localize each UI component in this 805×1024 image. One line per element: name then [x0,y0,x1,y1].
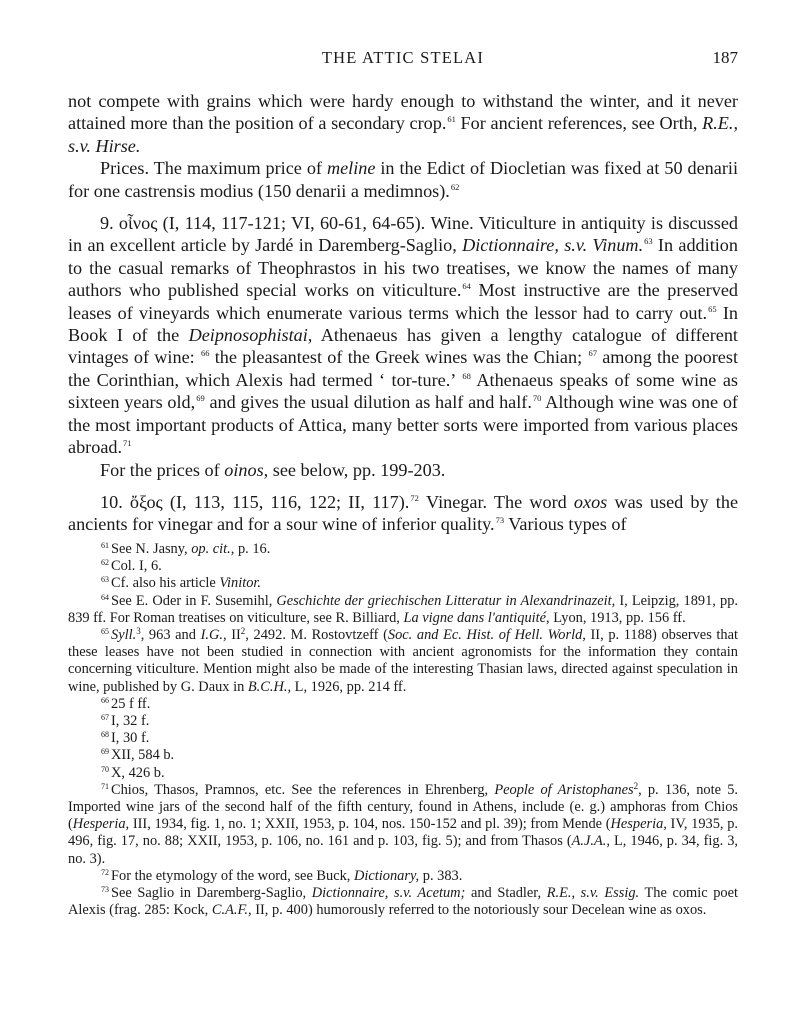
greek-term-oxos: ὄξος [129,491,163,512]
paragraph-oinos-prices: For the prices of oinos, see below, pp. 199-203. [100,459,446,480]
greek-term-oinos: οἶνος [118,213,158,234]
footnote-ref-71[interactable]: 71 [123,438,132,449]
footnote-66: $^{66}$ 25 f ff. [101,695,151,712]
paragraph-wine: 9. οἶνος (I, 114, 117-121; VI, 60-61, 64-65). Wine. Viticulture in antiquity is discussed in an excellent article by Jardé in Daremberg-Saglio, Dictionnaire, s.v. Vinum.$^{63}$ In addition to the casual remarks of Theophrastos in his two treatises, we know the names of many authors who published special works on viticulture.$^{64}$ Most instructive are the preserved leases of vineyards which enumerate various terms which the lessor had to carry out.$^{65}$ In Book I of the Deipnosophistai, Athenaeus has given a lengthy catalogue of different vintages of wine: $^{66}$ the pleasantest of the Greek wines was the Chian; $^{67}$ among the poorest the Corinthian, which Alexis had termed ‘ tor-ture.’ $^{68}$ Athenaeus speaks of some wine as sixteen years old,$^{69}$ and gives the usual dilution as half and half.$^{70}$ Although wine was one of the most important products of Attica, many better sorts were imported from various places abroad.$^{71}$ [68,213,739,458]
footnote-64: $^{64}$ See E. Oder in F. Susemihl, Geschichte der griechischen Litteratur in Alexandrinazeit, I, Leipzig, 1891, pp. 839 ff. For Roman treatises on viticulture, see R. Billiard, La vigne dans l'antiquité, Lyon, 1913, pp. 156 ff. [68,592,738,626]
page-header [68,48,738,74]
footnote-61: $^{61}$ See N. Jasny, op. cit., p. 16. [101,541,271,557]
footnote-ref-65[interactable]: 65 [708,303,717,314]
body-text [68,90,738,536]
footnote-ref-63[interactable]: 63 [644,236,653,247]
footnote-ref-72[interactable]: 72 [410,492,419,503]
footnote-72: $^{72}$ For the etymology of the word, see Buck, Dictionary, p. 383. [101,867,463,884]
footnote-ref-67[interactable]: 67 [588,348,597,359]
footnote-62: $^{62}$ Col. I, 6. [101,558,162,575]
footnote-ref-73[interactable]: 73 [495,515,505,526]
footnote-ref-62[interactable]: 62 [450,181,460,192]
footnote-ref-68[interactable]: 68 [462,370,471,381]
footnote-70: $^{70}$ X, 426 b. [101,764,165,781]
footnote-ref-70[interactable]: 70 [532,393,542,404]
footnote-ref-69[interactable]: 69 [196,393,205,404]
footnote-ref-66[interactable]: 66 [200,348,210,359]
footnote-69: $^{69}$ XII, 584 b. [101,747,175,764]
paragraph-millet-end: not compete with grains which were hardy enough to withstand the winter, and it never attained more than the position of a secondary crop.$^{61}$ For ancient references, see Orth, R.E., s.v. Hirse. [68,91,738,156]
running-title: THE ATTIC STELAI [321,48,485,67]
paragraph-meline-prices: Prices. The maximum price of meline in the Edict of Diocletian was fixed at 50 denarii for one castrensis modius (150 denarii a medimnos).$^{62}$ [68,158,738,201]
footnote-65: $^{65}$ Syll.$^3$, 963 and I.G., $II^2$, 2492. M. Rostovtzeff (Soc. and Ec. Hist. of Hell. World, II, p. 1188) observes that these leases have not been studied in connection with ancient agronomists for the information they contain concerning viticulture. Mention might also be made of the interesting Thasian laws, directed against speculation in wine, published by G. Daux in B.C.H., L, 1926, pp. 214 ff. [68,626,739,695]
footnote-67: $^{67}$ I, 32 f. [101,713,150,730]
footnote-63: $^{63}$ Cf. also his article Vinitor. [101,575,262,592]
footnote-68: $^{68}$ I, 30 f. [101,730,150,747]
footnotes [68,541,738,919]
page-number: 187 [712,48,738,67]
footnote-ref-61[interactable]: 61 [447,114,456,125]
footnote-73: $^{73}$ See Saglio in Daremberg-Saglio, Dictionnaire, s.v. Acetum; and Stadler, R.E., s.v. Essig. The comic poet Alexis (frag. 285: Kock, C.A.F., II, p. 400) humorously referred to the notoriously sour Decelean wine as oxos. [68,885,739,919]
footnote-ref-64[interactable]: 64 [462,281,471,292]
footnote-71: $^{71}$ Chios, Thasos, Pramnos, etc. See the references in Ehrenberg, People of Aristophanes$^2$, p. 136, note 5. Imported wine jars of the second half of the fifth century, found in Athens, include (e. g.) amphoras from Chios (Hesperia, III, 1934, fig. 1, no. 1; XXII, 1953, p. 104, nos. 150-152 and pl. 39); from Mende (Hesperia, IV, 1935, p. 496, fig. 17, no. 88; XXII, 1953, p. 106, no. 161 and p. 103, fig. 5); and from Thasos (A.J.A., L, 1946, p. 34, fig. 3, no. 3). [68,780,738,867]
paragraph-vinegar: 10. ὄξος (I, 113, 115, 116, 122; II, 117).$^{72}$ Vinegar. The word oxos was used by the ancients for vinegar and for a sour wine of inferior quality.$^{73}$ Various types of [68,491,739,535]
